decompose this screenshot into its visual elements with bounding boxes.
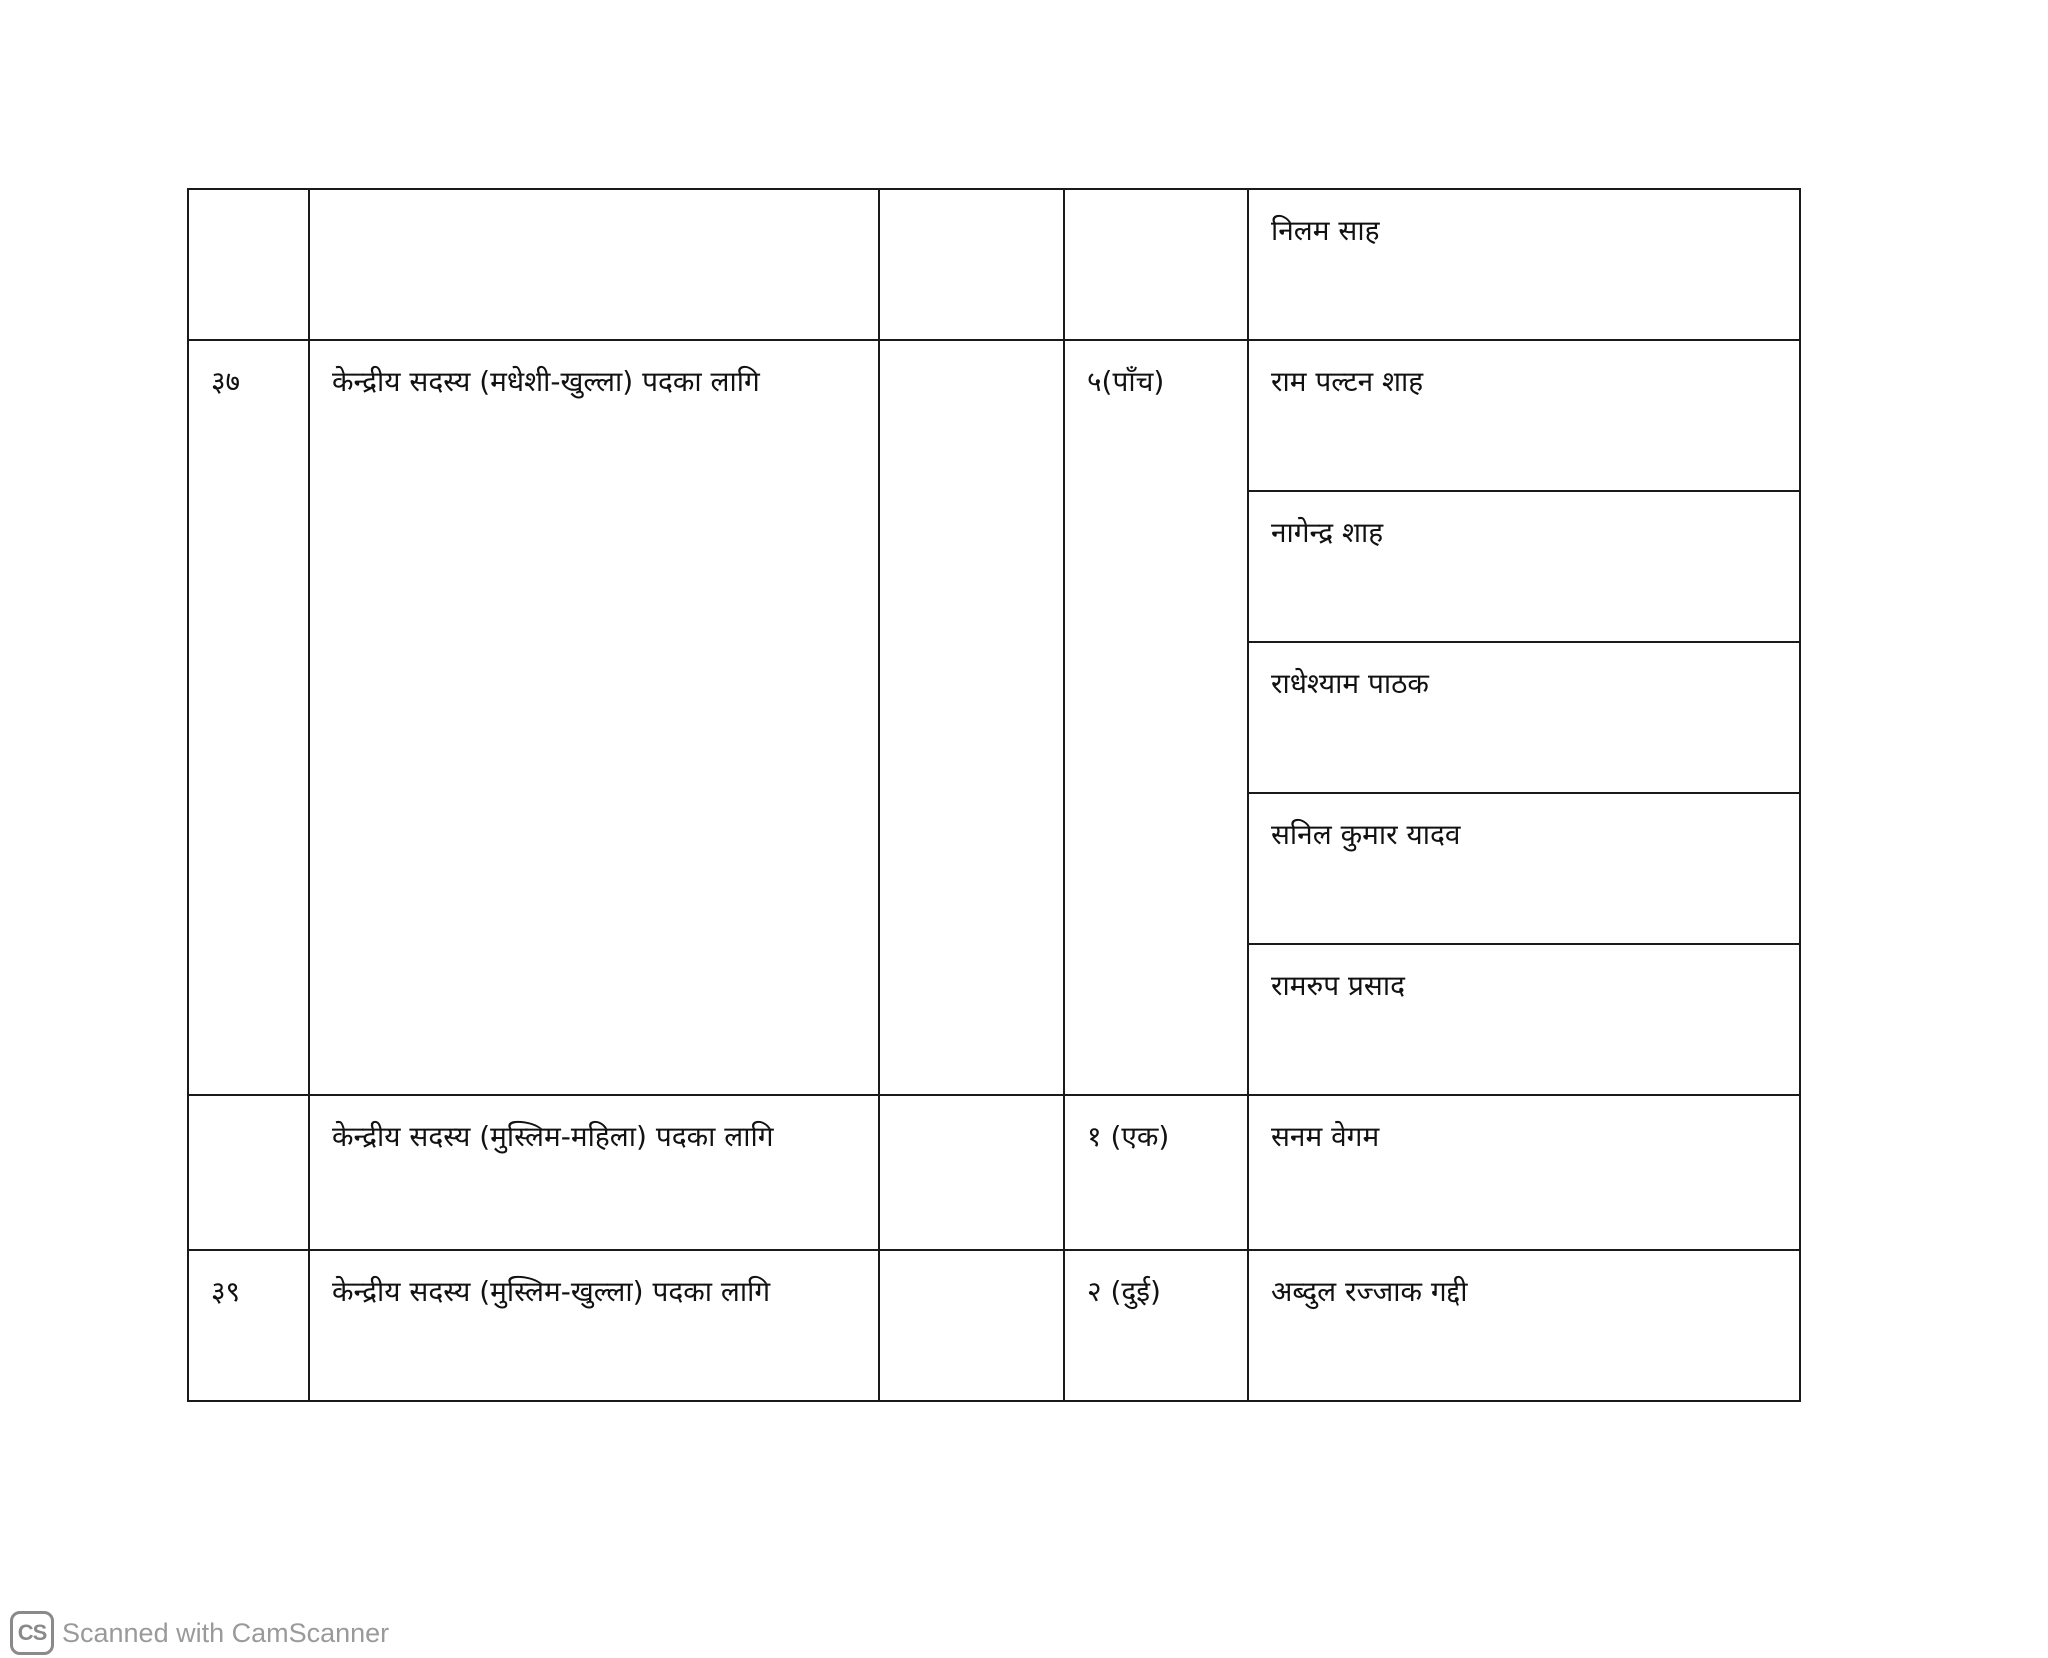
position-cell: केन्द्रीय सदस्य (मुस्लिम-महिला) पदका लागि bbox=[309, 1095, 879, 1250]
blank-cell bbox=[879, 1250, 1064, 1401]
serial-cell bbox=[188, 1095, 309, 1250]
count-cell: १ (एक) bbox=[1064, 1095, 1248, 1250]
table-row bbox=[188, 340, 1800, 491]
name-cell: सनम वेगम bbox=[1248, 1095, 1800, 1250]
position-cell bbox=[309, 189, 879, 340]
position-cell: केन्द्रीय सदस्य (मधेशी-खुल्ला) पदका लागि bbox=[309, 340, 879, 1095]
count-cell bbox=[1064, 189, 1248, 340]
table-row bbox=[188, 189, 1800, 340]
name-cell: सनिल कुमार यादव bbox=[1248, 793, 1800, 944]
watermark-text: Scanned with CamScanner bbox=[62, 1617, 390, 1648]
serial-cell: ३७ bbox=[188, 340, 309, 1095]
name-cell: निलम साह bbox=[1248, 189, 1800, 340]
name-cell: नागेन्द्र शाह bbox=[1248, 491, 1800, 642]
blank-cell bbox=[879, 189, 1064, 340]
serial-cell: ३९ bbox=[188, 1250, 309, 1401]
table-row bbox=[188, 1095, 1800, 1250]
count-cell: ५(पाँच) bbox=[1064, 340, 1248, 1095]
position-cell: केन्द्रीय सदस्य (मुस्लिम-खुल्ला) पदका लागि bbox=[309, 1250, 879, 1401]
scanner-watermark bbox=[10, 1608, 389, 1658]
candidate-table bbox=[187, 188, 1801, 1402]
camscanner-logo-icon: CS bbox=[10, 1611, 54, 1655]
name-cell: राधेश्याम पाठक bbox=[1248, 642, 1800, 793]
blank-cell bbox=[879, 1095, 1064, 1250]
name-cell: अब्दुल रज्जाक गद्दी bbox=[1248, 1250, 1800, 1401]
name-cell: रामरुप प्रसाद bbox=[1248, 944, 1800, 1095]
blank-cell bbox=[879, 340, 1064, 1095]
count-cell: २ (दुई) bbox=[1064, 1250, 1248, 1401]
table-row bbox=[188, 1250, 1800, 1401]
name-cell: राम पल्टन शाह bbox=[1248, 340, 1800, 491]
serial-cell bbox=[188, 189, 309, 340]
